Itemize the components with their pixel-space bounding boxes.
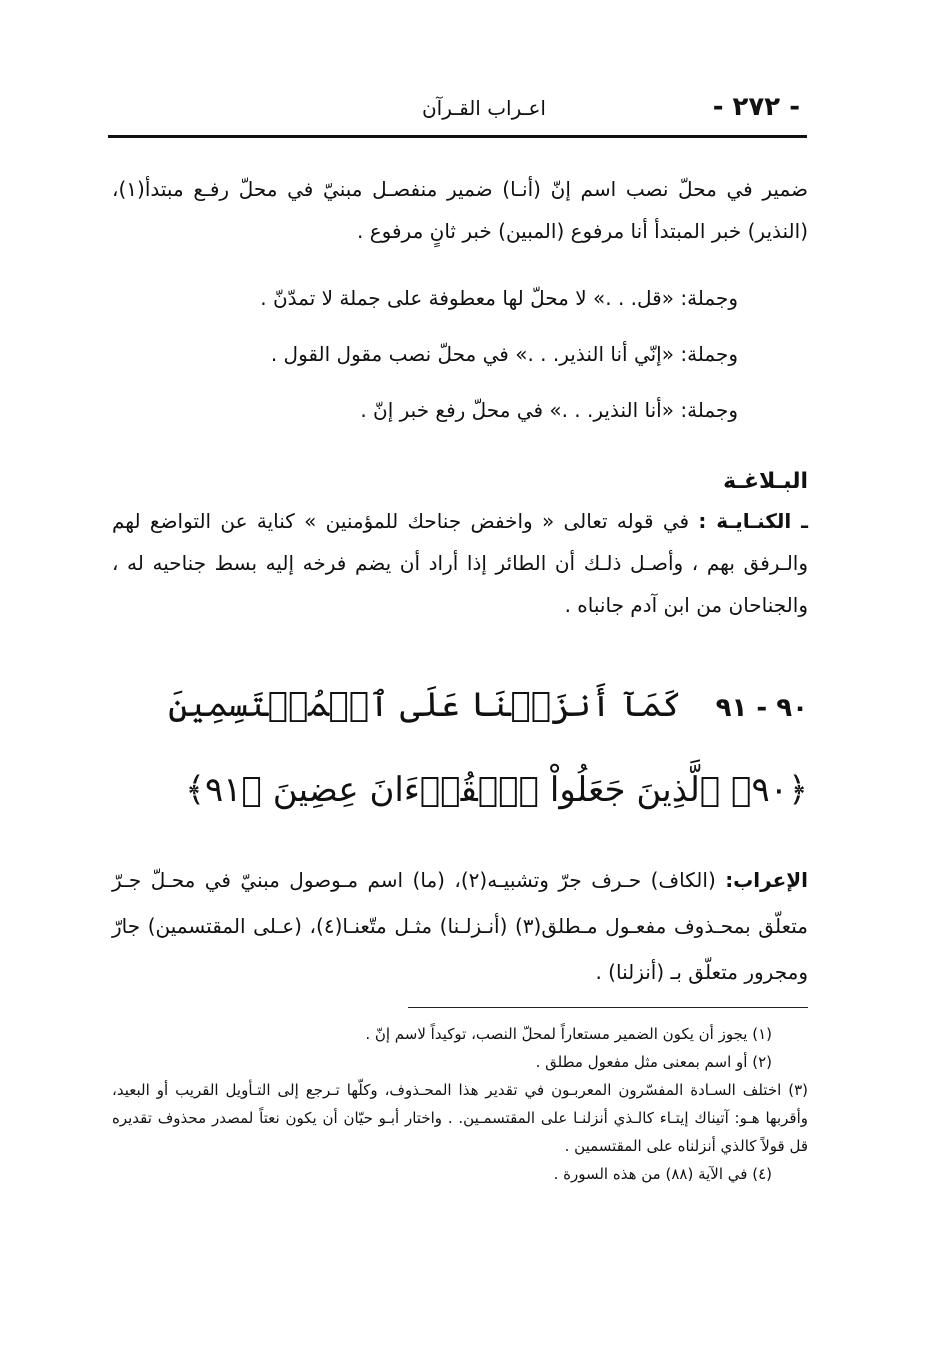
footnotes: [112, 1020, 808, 1188]
verse-number: ٩٠ - ٩١: [715, 693, 808, 723]
paragraph-irab: [112, 857, 808, 995]
footnote-4: (٤) في الآية (٨٨) من هذه السورة .: [553, 1165, 772, 1183]
verse-text: كَمَآ أَنزَلۡنَا عَلَى ٱلۡمُقۡتَسِمِينَ ﴿٩٠﴾ ٱلَّذِينَ جَعَلُواْ ٱلۡقُرۡءَانَ عِضِينَ ﴿٩١﴾: [168, 685, 808, 810]
sentence-note-3: وجملة: «أنا النذير. . .» في محلّ رفع خبر إنّ .: [360, 398, 738, 422]
footnote-divider: [408, 1007, 808, 1008]
page-number: - ٢٧٢ -: [712, 92, 800, 122]
footnote-2: (٢) أو اسم بمعنى مثل مفعول مطلق .: [535, 1053, 772, 1071]
header-divider: [108, 135, 807, 138]
paragraph-balagha: [112, 500, 808, 626]
sentence-note-1: وجملة: «قل. . .» لا محلّ لها معطوفة على جملة لا تمدّنّ .: [260, 286, 738, 310]
paragraph-irab-continuation: ضمير في محلّ نصب اسم إنّ (أنـا) ضمير منفصـل مبنيّ في محلّ رفـع مبتدأ(١)، (النذير) خبر المبتدأ أنا مرفوع (المبين) خبر ثانٍ مرفوع .: [112, 177, 808, 243]
footnote-3: (٣) اختلف السـادة المفسّرون المعربـون في تقدير هذا المحـذوف، وكلّها تـرجع إلى التـأويل القريب أو البعيد، وأقربها هـو: آتيناك إيتـاء كالـذي أنزلنـا على المقتسمـين. . واختار أبـو حيّان أن يكون نعتاً لمصدر محذوف تقديره قل قولاً كالذي أنزلناه على المقتسمين .: [112, 1081, 808, 1155]
page-content: [112, 168, 808, 1188]
kinaya-term: ـ الكنـايـة :: [698, 509, 808, 533]
page-header: [110, 88, 806, 128]
sentence-note-2: وجملة: «إنّي أنا النذير. . .» في محلّ نصب مقول القول .: [270, 342, 738, 366]
irab-term: الإعراب:: [725, 868, 808, 892]
irab-text: (الكاف) حـرف جرّ وتشبيـه(٢)، (ما) اسم مـوصول مبنيّ في محـلّ جـرّ متعلّق بمحـذوف مفعـول مـطلق(٣) (أنـزلـنا) مثـل متّعنـا(٤)، (عـلى المقتسمين) جارّ ومجرور متعلّق بـ (أنزلنا) .: [112, 868, 809, 984]
section-heading-balagha: البـلاغـة: [723, 469, 808, 494]
quran-verse: [112, 664, 808, 831]
footnote-1: (١) يجوز أن يكون الضمير مستعاراً لمحلّ النصب، توكيداً لاسم إنّ .: [365, 1025, 772, 1043]
kinaya-text: في قوله تعالى « واخفض جناحك للمؤمنين » كناية عن التواضع لهم والـرفق بهم ، وأصـل ذلـك أن الطائر إذا أراد أن يضم فرخه إليه بسط جناحيه له ، والجناحان من ابن آدم جانباه .: [112, 509, 808, 617]
running-title: اعـراب القـرآن: [421, 96, 546, 120]
